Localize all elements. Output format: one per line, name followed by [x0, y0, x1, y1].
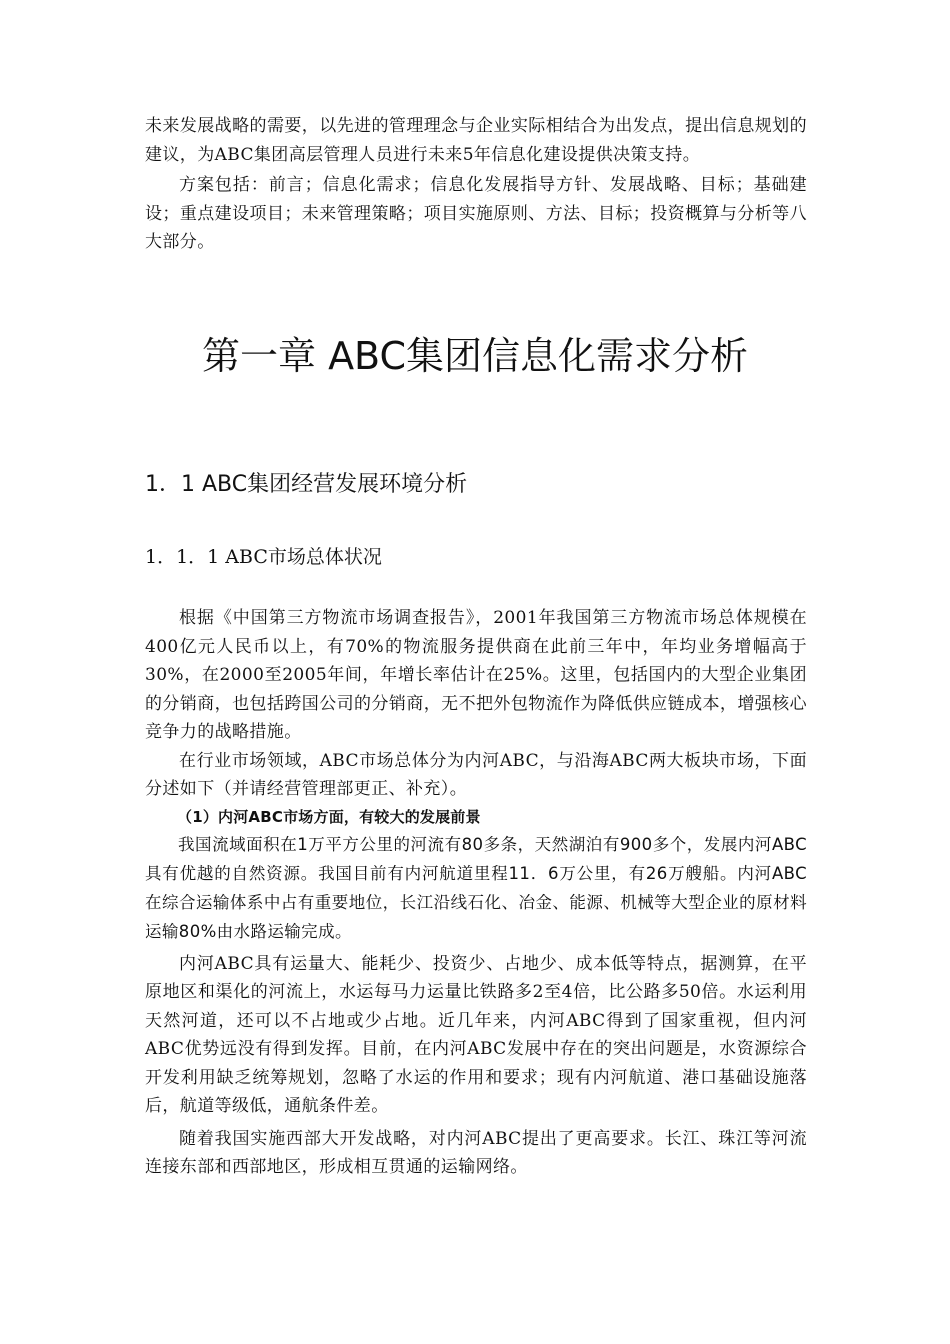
market-report-paragraph: 根据《中国第三方物流市场调查报告》，2001年我国第三方物流市场总体规模在400亿元人民币以上，有70%的物流服务提供商在此前三年中，年均业务增幅高于30%，在2000至2005年间，年增长率估计在25%。这里，包括国内的大型企业集团的分销商，也包括跨国公司的分销商，无不把外包物流作为降低供应链成本，增强核心竞争力的战略措施。 [145, 608, 807, 742]
inland-resources-paragraph: 我国流域面积在1万平方公里的河流有80多条，天然湖泊有900多个，发展内河ABC具有优越的自然资源。我国目前有内河航道里程11．6万公里，有26万艘船。内河ABC在综合运输体系中占有重要地位，长江沿线石化、冶金、能源、机械等大型企业的原材料运输80%由水路运输完成。 [145, 834, 807, 941]
subsection-heading: 1．1．1 ABC市场总体状况 [145, 546, 382, 568]
inland-features-paragraph: 内河ABC具有运量大、能耗少、投资少、占地少、成本低等特点，据测算，在平原地区和渠化的河流上，水运每马力运量比铁路多2至4倍，比公路多50倍。水运利用天然河道，还可以不占地或少占地。近几年来，内河ABC得到了国家重视，但内河ABC优势远没有得到发挥。目前，在内河ABC发展中存在的突出问题是，水资源综合开发利用缺乏统筹规划，忽略了水运的作用和要求；现有内河航道、港口基础设施落后，航道等级低，通航条件差。 [145, 953, 807, 1116]
body-section [145, 604, 807, 1182]
market-division-paragraph: 在行业市场领域，ABC市场总体分为内河ABC，与沿海ABC两大板块市场，下面分述如下（并请经营管理部更正、补充）。 [145, 750, 807, 799]
section-heading: 1．1 ABC集团经营发展环境分析 [145, 472, 468, 497]
intro-section [145, 112, 807, 257]
intro-scope-paragraph: 方案包括：前言；信息化需求；信息化发展指导方针、发展战略、目标；基础建设；重点建设项目；未来管理策略；项目实施原则、方法、目标；投资概算与分析等八大部分。 [145, 175, 807, 252]
intro-paragraph: 未来发展战略的需要，以先进的管理理念与企业实际相结合为出发点，提出信息规划的建议，为ABC集团高层管理人员进行未来5年信息化建设提供决策支持。 [145, 116, 807, 165]
chapter-title: 第一章 ABC集团信息化需求分析 [201, 334, 748, 378]
western-development-paragraph: 随着我国实施西部大开发战略，对内河ABC提出了更高要求。长江、珠江等河流连接东部和西部地区，形成相互贯通的运输网络。 [145, 1128, 807, 1177]
inland-market-heading: （1）内河ABC市场方面，有较大的发展前景 [177, 807, 481, 826]
